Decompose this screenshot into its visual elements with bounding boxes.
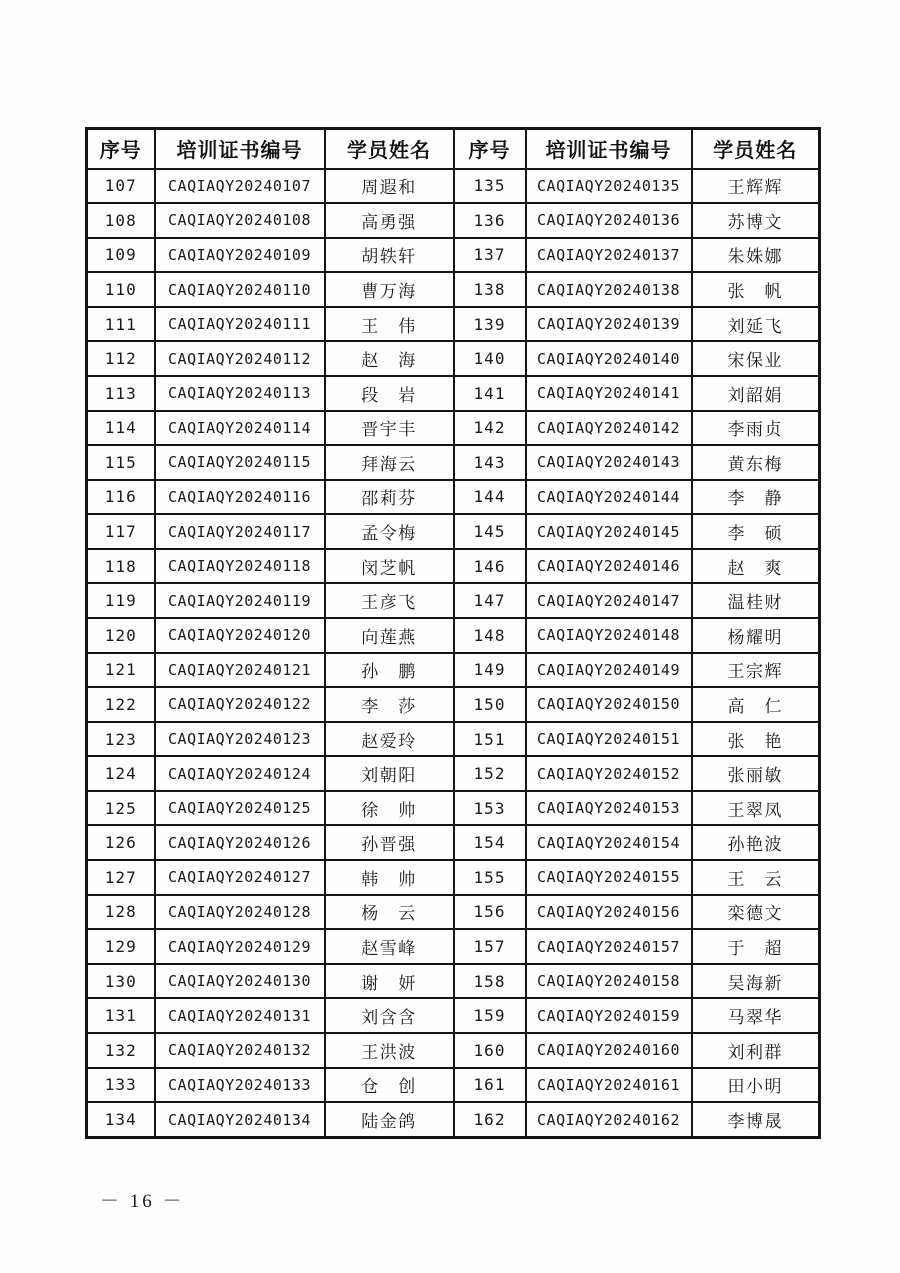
certificate-cell: CAQIAQY20240133 bbox=[155, 1068, 325, 1103]
name-cell: 杨耀明 bbox=[692, 618, 820, 653]
name-cell: 晋宇丰 bbox=[325, 411, 454, 446]
serial-cell: 152 bbox=[454, 756, 526, 791]
certificate-cell: CAQIAQY20240161 bbox=[526, 1068, 692, 1103]
name-cell: 黄东梅 bbox=[692, 445, 820, 480]
name-cell: 徐 帅 bbox=[325, 791, 454, 826]
serial-cell: 141 bbox=[454, 376, 526, 411]
serial-cell: 151 bbox=[454, 722, 526, 757]
certificate-cell: CAQIAQY20240117 bbox=[155, 514, 325, 549]
serial-cell: 109 bbox=[87, 238, 155, 273]
certificate-cell: CAQIAQY20240111 bbox=[155, 307, 325, 342]
name-cell: 苏博文 bbox=[692, 203, 820, 238]
serial-cell: 108 bbox=[87, 203, 155, 238]
certificate-cell: CAQIAQY20240136 bbox=[526, 203, 692, 238]
serial-cell: 139 bbox=[454, 307, 526, 342]
serial-cell: 142 bbox=[454, 411, 526, 446]
serial-cell: 134 bbox=[87, 1102, 155, 1137]
table-row bbox=[87, 687, 820, 722]
certificate-cell: CAQIAQY20240125 bbox=[155, 791, 325, 826]
name-cell: 张丽敏 bbox=[692, 756, 820, 791]
serial-cell: 128 bbox=[87, 895, 155, 930]
certificate-cell: CAQIAQY20240128 bbox=[155, 895, 325, 930]
name-cell: 刘利群 bbox=[692, 1033, 820, 1068]
certificate-cell: CAQIAQY20240149 bbox=[526, 653, 692, 688]
certificate-cell: CAQIAQY20240114 bbox=[155, 411, 325, 446]
serial-cell: 131 bbox=[87, 998, 155, 1033]
table-row bbox=[87, 480, 820, 515]
serial-cell: 154 bbox=[454, 825, 526, 860]
name-cell: 朱姝娜 bbox=[692, 238, 820, 273]
name-cell: 刘朝阳 bbox=[325, 756, 454, 791]
name-cell: 李雨贞 bbox=[692, 411, 820, 446]
certificate-cell: CAQIAQY20240142 bbox=[526, 411, 692, 446]
table-header-row bbox=[87, 129, 820, 169]
certificate-cell: CAQIAQY20240152 bbox=[526, 756, 692, 791]
certificate-cell: CAQIAQY20240119 bbox=[155, 583, 325, 618]
name-cell: 段 岩 bbox=[325, 376, 454, 411]
serial-cell: 127 bbox=[87, 860, 155, 895]
serial-cell: 121 bbox=[87, 653, 155, 688]
certificate-cell: CAQIAQY20240115 bbox=[155, 445, 325, 480]
name-cell: 刘延飞 bbox=[692, 307, 820, 342]
certificate-cell: CAQIAQY20240116 bbox=[155, 480, 325, 515]
name-cell: 吴海新 bbox=[692, 964, 820, 999]
certificate-cell: CAQIAQY20240120 bbox=[155, 618, 325, 653]
serial-cell: 149 bbox=[454, 653, 526, 688]
name-cell: 刘含含 bbox=[325, 998, 454, 1033]
table-row bbox=[87, 618, 820, 653]
certificate-cell: CAQIAQY20240151 bbox=[526, 722, 692, 757]
certificate-cell: CAQIAQY20240127 bbox=[155, 860, 325, 895]
serial-cell: 155 bbox=[454, 860, 526, 895]
certificate-cell: CAQIAQY20240135 bbox=[526, 169, 692, 204]
serial-cell: 107 bbox=[87, 169, 155, 204]
name-cell: 高勇强 bbox=[325, 203, 454, 238]
serial-cell: 143 bbox=[454, 445, 526, 480]
table-row bbox=[87, 964, 820, 999]
certificate-cell: CAQIAQY20240134 bbox=[155, 1102, 325, 1137]
table-row bbox=[87, 238, 820, 273]
serial-cell: 146 bbox=[454, 549, 526, 584]
name-cell: 李博晟 bbox=[692, 1102, 820, 1137]
name-cell: 李 静 bbox=[692, 480, 820, 515]
certificate-cell: CAQIAQY20240138 bbox=[526, 272, 692, 307]
name-cell: 韩 帅 bbox=[325, 860, 454, 895]
serial-cell: 160 bbox=[454, 1033, 526, 1068]
serial-cell: 123 bbox=[87, 722, 155, 757]
name-cell: 温桂财 bbox=[692, 583, 820, 618]
table-row bbox=[87, 272, 820, 307]
table-row bbox=[87, 514, 820, 549]
name-cell: 刘韶娟 bbox=[692, 376, 820, 411]
certificate-cell: CAQIAQY20240155 bbox=[526, 860, 692, 895]
name-cell: 李 硕 bbox=[692, 514, 820, 549]
name-cell: 张 帆 bbox=[692, 272, 820, 307]
serial-cell: 148 bbox=[454, 618, 526, 653]
table-row bbox=[87, 445, 820, 480]
certificate-cell: CAQIAQY20240107 bbox=[155, 169, 325, 204]
table-row bbox=[87, 895, 820, 930]
column-header-certificate-right: 培训证书编号 bbox=[526, 129, 692, 169]
serial-cell: 116 bbox=[87, 480, 155, 515]
serial-cell: 117 bbox=[87, 514, 155, 549]
certificate-cell: CAQIAQY20240158 bbox=[526, 964, 692, 999]
name-cell: 孟令梅 bbox=[325, 514, 454, 549]
table-body bbox=[87, 169, 820, 1138]
table-row bbox=[87, 653, 820, 688]
certificate-cell: CAQIAQY20240143 bbox=[526, 445, 692, 480]
serial-cell: 161 bbox=[454, 1068, 526, 1103]
name-cell: 王 云 bbox=[692, 860, 820, 895]
name-cell: 赵爱玲 bbox=[325, 722, 454, 757]
serial-cell: 150 bbox=[454, 687, 526, 722]
name-cell: 于 超 bbox=[692, 929, 820, 964]
table-row bbox=[87, 722, 820, 757]
serial-cell: 132 bbox=[87, 1033, 155, 1068]
certificate-cell: CAQIAQY20240130 bbox=[155, 964, 325, 999]
certificate-cell: CAQIAQY20240139 bbox=[526, 307, 692, 342]
serial-cell: 125 bbox=[87, 791, 155, 826]
certificate-cell: CAQIAQY20240150 bbox=[526, 687, 692, 722]
name-cell: 王翠凤 bbox=[692, 791, 820, 826]
serial-cell: 120 bbox=[87, 618, 155, 653]
table-row bbox=[87, 929, 820, 964]
table-row bbox=[87, 583, 820, 618]
table-row bbox=[87, 860, 820, 895]
certificate-cell: CAQIAQY20240162 bbox=[526, 1102, 692, 1137]
certificate-cell: CAQIAQY20240148 bbox=[526, 618, 692, 653]
serial-cell: 114 bbox=[87, 411, 155, 446]
serial-cell: 124 bbox=[87, 756, 155, 791]
name-cell: 孙晋强 bbox=[325, 825, 454, 860]
name-cell: 张 艳 bbox=[692, 722, 820, 757]
certificate-cell: CAQIAQY20240112 bbox=[155, 341, 325, 376]
name-cell: 田小明 bbox=[692, 1068, 820, 1103]
serial-cell: 147 bbox=[454, 583, 526, 618]
serial-cell: 159 bbox=[454, 998, 526, 1033]
certificate-cell: CAQIAQY20240154 bbox=[526, 825, 692, 860]
certificate-cell: CAQIAQY20240109 bbox=[155, 238, 325, 273]
name-cell: 李 莎 bbox=[325, 687, 454, 722]
serial-cell: 138 bbox=[454, 272, 526, 307]
certificate-cell: CAQIAQY20240131 bbox=[155, 998, 325, 1033]
serial-cell: 126 bbox=[87, 825, 155, 860]
certificate-cell: CAQIAQY20240160 bbox=[526, 1033, 692, 1068]
serial-cell: 111 bbox=[87, 307, 155, 342]
serial-cell: 136 bbox=[454, 203, 526, 238]
name-cell: 拜海云 bbox=[325, 445, 454, 480]
name-cell: 谢 妍 bbox=[325, 964, 454, 999]
serial-cell: 145 bbox=[454, 514, 526, 549]
name-cell: 宋保业 bbox=[692, 341, 820, 376]
certificate-cell: CAQIAQY20240110 bbox=[155, 272, 325, 307]
serial-cell: 140 bbox=[454, 341, 526, 376]
name-cell: 杨 云 bbox=[325, 895, 454, 930]
certificate-cell: CAQIAQY20240113 bbox=[155, 376, 325, 411]
certificate-cell: CAQIAQY20240137 bbox=[526, 238, 692, 273]
name-cell: 仓 创 bbox=[325, 1068, 454, 1103]
table-row bbox=[87, 756, 820, 791]
serial-cell: 158 bbox=[454, 964, 526, 999]
certificate-cell: CAQIAQY20240145 bbox=[526, 514, 692, 549]
certificate-cell: CAQIAQY20240147 bbox=[526, 583, 692, 618]
name-cell: 王洪波 bbox=[325, 1033, 454, 1068]
certificate-cell: CAQIAQY20240156 bbox=[526, 895, 692, 930]
name-cell: 高 仁 bbox=[692, 687, 820, 722]
certificate-cell: CAQIAQY20240129 bbox=[155, 929, 325, 964]
serial-cell: 115 bbox=[87, 445, 155, 480]
serial-cell: 112 bbox=[87, 341, 155, 376]
certificate-cell: CAQIAQY20240144 bbox=[526, 480, 692, 515]
certificate-cell: CAQIAQY20240122 bbox=[155, 687, 325, 722]
serial-cell: 118 bbox=[87, 549, 155, 584]
name-cell: 赵雪峰 bbox=[325, 929, 454, 964]
table-row bbox=[87, 1102, 820, 1137]
serial-cell: 144 bbox=[454, 480, 526, 515]
serial-cell: 153 bbox=[454, 791, 526, 826]
column-header-serial-right: 序号 bbox=[454, 129, 526, 169]
name-cell: 闵芝帆 bbox=[325, 549, 454, 584]
name-cell: 赵 海 bbox=[325, 341, 454, 376]
serial-cell: 137 bbox=[454, 238, 526, 273]
name-cell: 邵莉芬 bbox=[325, 480, 454, 515]
certificate-cell: CAQIAQY20240140 bbox=[526, 341, 692, 376]
trainee-certificate-table bbox=[85, 127, 821, 1139]
certificate-cell: CAQIAQY20240123 bbox=[155, 722, 325, 757]
certificate-cell: CAQIAQY20240121 bbox=[155, 653, 325, 688]
name-cell: 孙艳波 bbox=[692, 825, 820, 860]
table-row bbox=[87, 169, 820, 204]
name-cell: 向莲燕 bbox=[325, 618, 454, 653]
name-cell: 胡轶轩 bbox=[325, 238, 454, 273]
table-row bbox=[87, 341, 820, 376]
serial-cell: 157 bbox=[454, 929, 526, 964]
certificate-cell: CAQIAQY20240141 bbox=[526, 376, 692, 411]
table-row bbox=[87, 549, 820, 584]
name-cell: 周遐和 bbox=[325, 169, 454, 204]
serial-cell: 113 bbox=[87, 376, 155, 411]
table-row bbox=[87, 203, 820, 238]
table-row bbox=[87, 307, 820, 342]
table-row bbox=[87, 791, 820, 826]
serial-cell: 110 bbox=[87, 272, 155, 307]
serial-cell: 156 bbox=[454, 895, 526, 930]
certificate-cell: CAQIAQY20240159 bbox=[526, 998, 692, 1033]
table-row bbox=[87, 1033, 820, 1068]
column-header-certificate-left: 培训证书编号 bbox=[155, 129, 325, 169]
serial-cell: 162 bbox=[454, 1102, 526, 1137]
certificate-cell: CAQIAQY20240153 bbox=[526, 791, 692, 826]
serial-cell: 133 bbox=[87, 1068, 155, 1103]
name-cell: 赵 爽 bbox=[692, 549, 820, 584]
serial-cell: 122 bbox=[87, 687, 155, 722]
certificate-cell: CAQIAQY20240132 bbox=[155, 1033, 325, 1068]
serial-cell: 129 bbox=[87, 929, 155, 964]
name-cell: 王 伟 bbox=[325, 307, 454, 342]
column-header-serial-left: 序号 bbox=[87, 129, 155, 169]
name-cell: 马翠华 bbox=[692, 998, 820, 1033]
table-row bbox=[87, 411, 820, 446]
name-cell: 陆金鸽 bbox=[325, 1102, 454, 1137]
certificate-cell: CAQIAQY20240126 bbox=[155, 825, 325, 860]
name-cell: 王辉辉 bbox=[692, 169, 820, 204]
name-cell: 孙 鹏 bbox=[325, 653, 454, 688]
serial-cell: 135 bbox=[454, 169, 526, 204]
serial-cell: 119 bbox=[87, 583, 155, 618]
serial-cell: 130 bbox=[87, 964, 155, 999]
table-row bbox=[87, 825, 820, 860]
certificate-cell: CAQIAQY20240157 bbox=[526, 929, 692, 964]
certificate-cell: CAQIAQY20240118 bbox=[155, 549, 325, 584]
page-number: － 16 － bbox=[100, 1191, 185, 1212]
name-cell: 曹万海 bbox=[325, 272, 454, 307]
name-cell: 王宗辉 bbox=[692, 653, 820, 688]
name-cell: 栾德文 bbox=[692, 895, 820, 930]
certificate-cell: CAQIAQY20240124 bbox=[155, 756, 325, 791]
column-header-name-left: 学员姓名 bbox=[325, 129, 454, 169]
column-header-name-right: 学员姓名 bbox=[692, 129, 820, 169]
certificate-cell: CAQIAQY20240146 bbox=[526, 549, 692, 584]
certificate-cell: CAQIAQY20240108 bbox=[155, 203, 325, 238]
table-row bbox=[87, 1068, 820, 1103]
table-row bbox=[87, 376, 820, 411]
table-row bbox=[87, 998, 820, 1033]
name-cell: 王彦飞 bbox=[325, 583, 454, 618]
